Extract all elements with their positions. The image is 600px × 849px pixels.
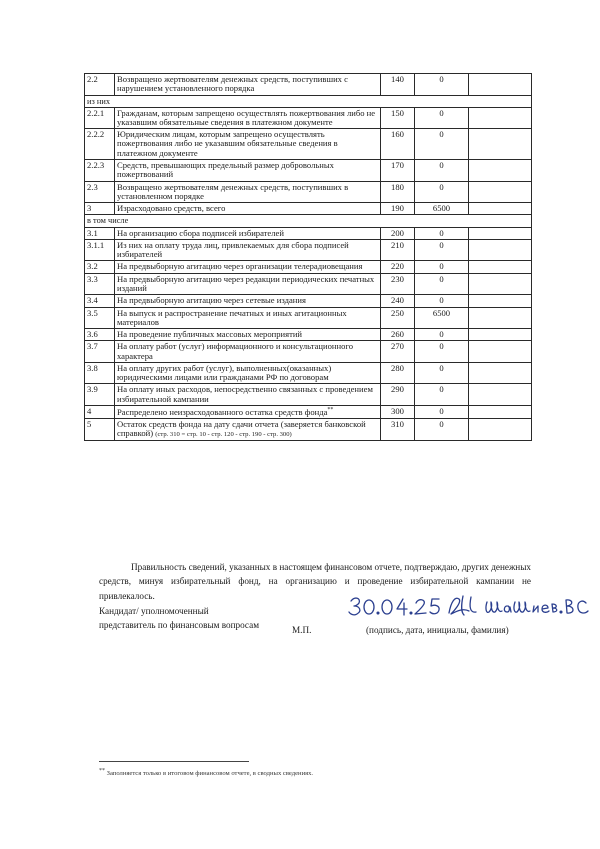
row-label <box>115 406 381 419</box>
table-row <box>85 419 532 441</box>
table-row <box>85 329 532 341</box>
row-note <box>469 406 532 419</box>
row-number: 3.7 <box>85 341 115 363</box>
row-label-text: Из них на оплату труда лиц, привлекаемых для сбора подписей избирателей <box>117 239 349 260</box>
row-number: 3.1.1 <box>85 239 115 261</box>
footnote-divider <box>99 761 249 762</box>
row-code: 180 <box>381 181 415 203</box>
row-label-text: На оплату иных расходов, непосредственно связанных с проведением избирательной кампании <box>117 384 373 404</box>
row-note <box>469 341 532 363</box>
row-code: 260 <box>381 329 415 341</box>
row-label <box>115 295 381 307</box>
row-label-text: На оплату других работ (услуг), выполненных(оказанных) юридическими лицами или гражданами РФ по договорам <box>117 362 332 383</box>
row-amount: 0 <box>415 406 469 419</box>
row-label-text: Остаток средств фонда на дату сдачи отчета (заверяется банковской справкой) <box>117 419 366 439</box>
row-number: 2.2.2 <box>85 129 115 160</box>
row-code: 200 <box>381 227 415 239</box>
table-row <box>85 203 532 215</box>
row-number: 3.2 <box>85 261 115 273</box>
row-number: 3.1 <box>85 227 115 239</box>
row-code: 240 <box>381 295 415 307</box>
row-label <box>115 261 381 273</box>
row-code: 300 <box>381 406 415 419</box>
confirmation-statement: Правильность сведений, указанных в настоящем финансовом отчете, подтверждаю, других денежных средств, минуя избирательный фонд, на организацию и проведение избирательной кампании не привлекалось. <box>99 562 531 601</box>
table-section-row <box>85 215 532 227</box>
table-row <box>85 307 532 329</box>
row-label-text: Возвращено жертвователям денежных средств, поступивших в установленном порядке <box>117 181 349 201</box>
row-label <box>115 341 381 363</box>
row-label <box>115 160 381 182</box>
row-note <box>469 160 532 182</box>
row-note <box>469 107 532 129</box>
footnote-reference: ** <box>327 407 334 414</box>
row-amount: 0 <box>415 227 469 239</box>
table-row <box>85 273 532 295</box>
row-label-text: На предвыборную агитацию через редакции периодических печатных изданий <box>117 273 375 293</box>
row-amount: 6500 <box>415 203 469 215</box>
section-label: в том числе <box>85 215 532 227</box>
row-note <box>469 295 532 307</box>
row-code: 150 <box>381 107 415 129</box>
handwritten-signature <box>345 592 597 628</box>
row-code: 220 <box>381 261 415 273</box>
table-section-row <box>85 95 532 107</box>
row-label-text: Распределено неизрасходованного остатка средств фонда <box>117 406 328 417</box>
row-number: 3 <box>85 203 115 215</box>
row-number: 3.8 <box>85 362 115 384</box>
table-row <box>85 129 532 160</box>
row-label <box>115 419 381 441</box>
row-amount: 0 <box>415 384 469 406</box>
table-row <box>85 181 532 203</box>
table-row <box>85 160 532 182</box>
row-note <box>469 203 532 215</box>
row-label <box>115 181 381 203</box>
row-amount: 0 <box>415 261 469 273</box>
table-row <box>85 74 532 96</box>
signature-caption: (подпись, дата, инициалы, фамилия) <box>366 625 509 635</box>
row-formula: (стр. 310 = стр. 10 - стр. 120 - стр. 190 - стр. 300) <box>155 431 292 439</box>
row-code: 140 <box>381 74 415 96</box>
row-amount: 0 <box>415 341 469 363</box>
row-amount: 0 <box>415 295 469 307</box>
row-number: 3.5 <box>85 307 115 329</box>
row-number: 3.6 <box>85 329 115 341</box>
row-label-text: На предвыборную агитацию через сетевые издания <box>117 295 306 306</box>
row-number: 4 <box>85 406 115 419</box>
row-label-text: Возвращено жертвователям денежных средств, поступивших с нарушением установленного порядка <box>117 74 348 94</box>
row-number: 3.3 <box>85 273 115 295</box>
row-label <box>115 307 381 329</box>
row-note <box>469 129 532 160</box>
row-label <box>115 239 381 261</box>
row-number: 2.2.1 <box>85 107 115 129</box>
footnote <box>99 768 313 777</box>
row-amount: 0 <box>415 129 469 160</box>
row-label-text: На выпуск и распространение печатных и иных агитационных материалов <box>117 307 347 327</box>
row-label <box>115 362 381 384</box>
footnote-mark: ** <box>99 768 105 774</box>
signer-line-2: представитель по финансовым вопросам <box>99 619 260 630</box>
row-amount: 0 <box>415 329 469 341</box>
row-note <box>469 239 532 261</box>
signer-title <box>99 605 259 633</box>
table-row <box>85 341 532 363</box>
row-code: 290 <box>381 384 415 406</box>
table-row <box>85 362 532 384</box>
row-amount: 0 <box>415 160 469 182</box>
seal-placeholder: М.П. <box>292 625 312 635</box>
row-label <box>115 273 381 295</box>
row-code: 230 <box>381 273 415 295</box>
row-code: 170 <box>381 160 415 182</box>
row-label-text: На оплату работ (услуг) информационного и консультационного характера <box>117 341 354 361</box>
row-amount: 0 <box>415 74 469 96</box>
row-note <box>469 307 532 329</box>
row-code: 250 <box>381 307 415 329</box>
section-label: из них <box>85 95 532 107</box>
row-amount: 0 <box>415 181 469 203</box>
row-code: 190 <box>381 203 415 215</box>
row-note <box>469 227 532 239</box>
row-note <box>469 181 532 203</box>
row-code: 210 <box>381 239 415 261</box>
row-note <box>469 261 532 273</box>
row-note <box>469 362 532 384</box>
row-number: 2.2.3 <box>85 160 115 182</box>
row-label <box>115 329 381 341</box>
row-number: 3.4 <box>85 295 115 307</box>
row-label-text: На предвыборную агитацию через организации телерадиовещания <box>117 261 363 272</box>
row-number: 3.9 <box>85 384 115 406</box>
row-number: 2.3 <box>85 181 115 203</box>
row-code: 270 <box>381 341 415 363</box>
row-label <box>115 107 381 129</box>
row-code: 310 <box>381 419 415 441</box>
table-row <box>85 406 532 419</box>
table-row <box>85 295 532 307</box>
row-label <box>115 227 381 239</box>
row-amount: 0 <box>415 239 469 261</box>
financial-report-table <box>84 73 532 441</box>
row-note <box>469 384 532 406</box>
row-number: 2.2 <box>85 74 115 96</box>
row-amount: 0 <box>415 273 469 295</box>
row-label <box>115 203 381 215</box>
row-label-text: Юридическим лицам, которым запрещено осуществлять пожертвования либо не указавшим обязательные сведения в платежном документе <box>117 129 338 158</box>
row-amount: 6500 <box>415 307 469 329</box>
row-label <box>115 129 381 160</box>
row-label-text: Средств, превышающих предельный размер добровольных пожертвований <box>117 160 334 180</box>
table-row <box>85 384 532 406</box>
row-amount: 0 <box>415 107 469 129</box>
table-row <box>85 261 532 273</box>
row-note <box>469 273 532 295</box>
row-amount: 0 <box>415 362 469 384</box>
row-note <box>469 419 532 441</box>
row-label-text: Гражданам, которым запрещено осуществлять пожертвования либо не указавшим обязательные сведения в платежном документе <box>117 107 376 127</box>
row-amount: 0 <box>415 419 469 441</box>
row-label-text: На проведение публичных массовых мероприятий <box>117 329 303 340</box>
row-label <box>115 384 381 406</box>
row-note <box>469 329 532 341</box>
row-note <box>469 74 532 96</box>
table-row <box>85 227 532 239</box>
row-code: 280 <box>381 362 415 384</box>
row-label-text: Израсходовано средств, всего <box>117 203 226 214</box>
table-row <box>85 107 532 129</box>
row-label-text: На организацию сбора подписей избирателей <box>117 227 284 238</box>
row-code: 160 <box>381 129 415 160</box>
row-label <box>115 74 381 96</box>
row-number: 5 <box>85 419 115 441</box>
footnote-text: Заполняется только в итоговом финансовом отчете, в сводных сведениях. <box>106 770 314 778</box>
table-row <box>85 239 532 261</box>
signer-line-1: Кандидат/ уполномоченный <box>99 606 209 616</box>
